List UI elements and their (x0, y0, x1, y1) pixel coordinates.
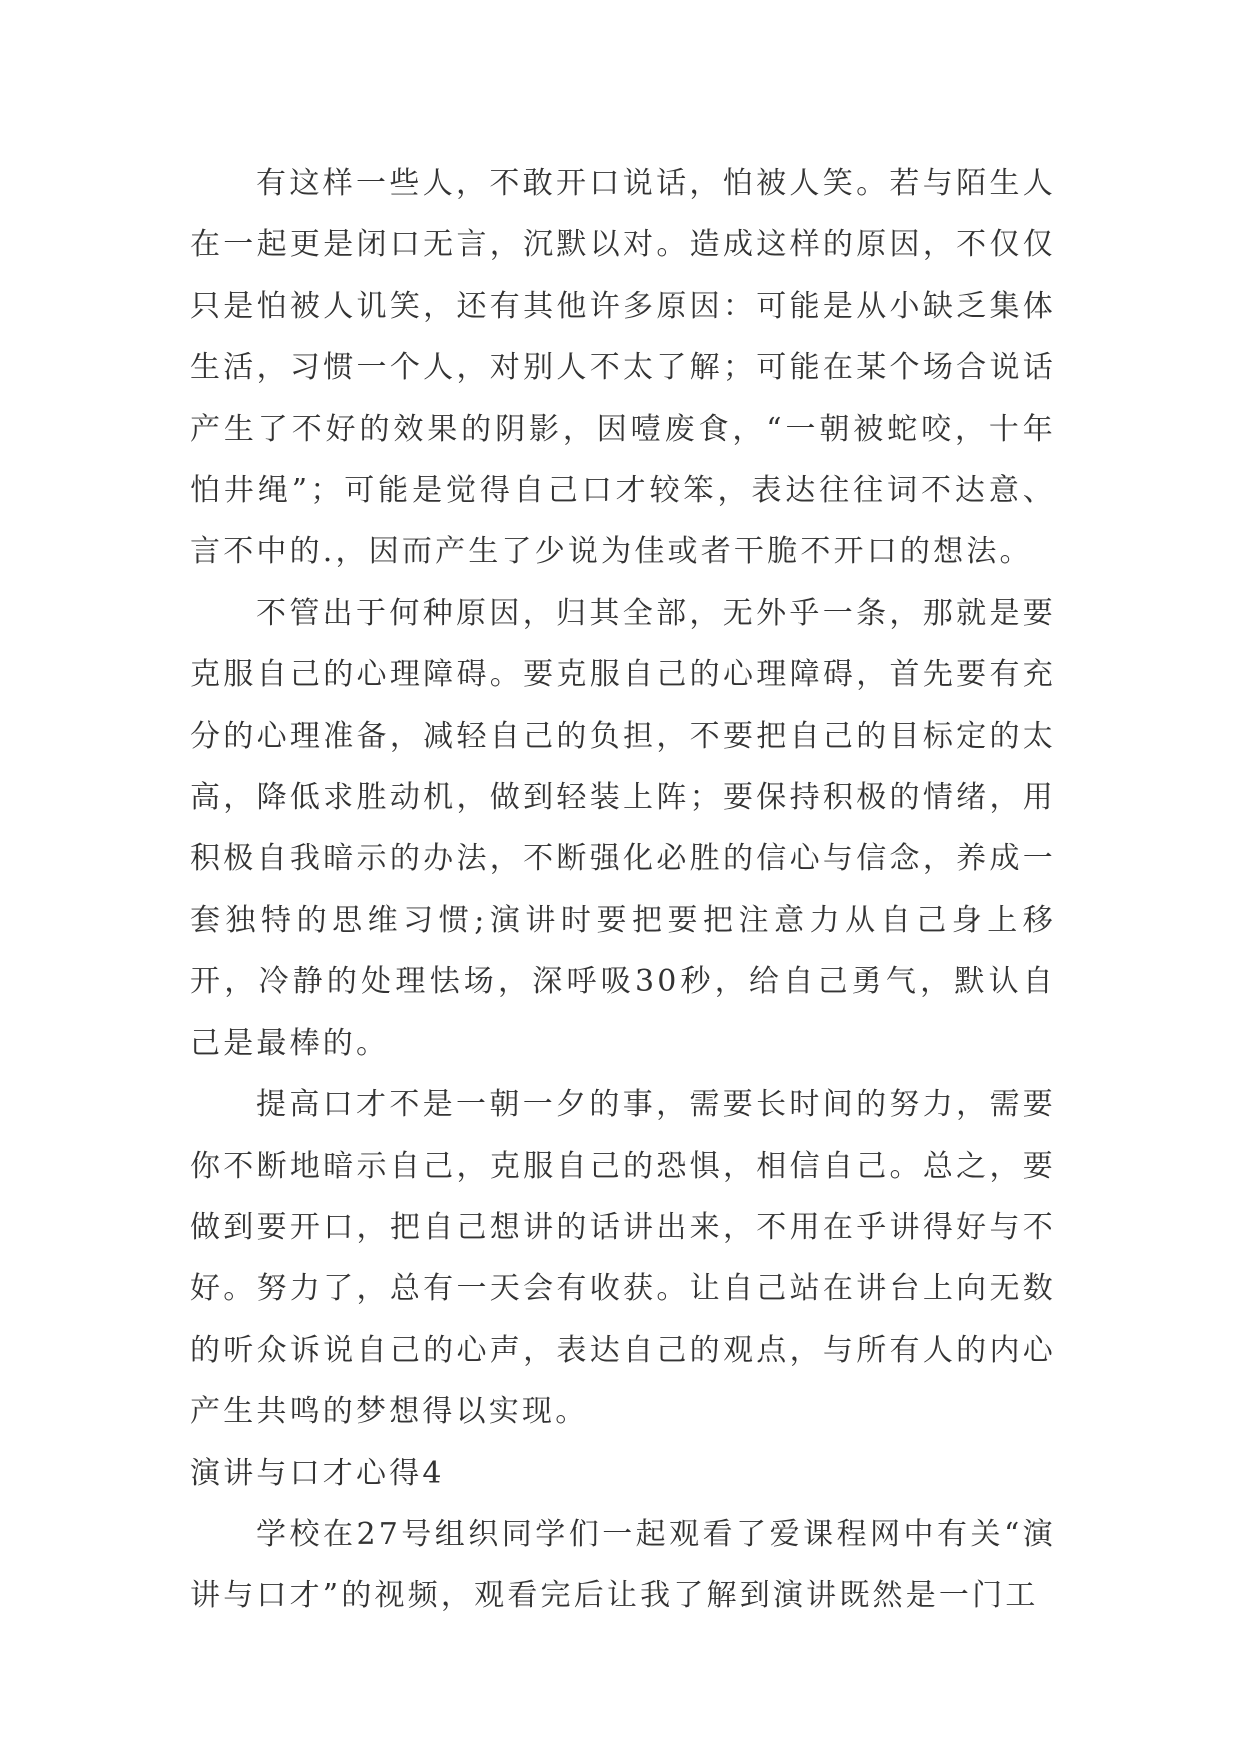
body-paragraph: 不管出于何种原因，归其全部，无外乎一条，那就是要克服自己的心理障碍。要克服自己的心理障碍，首先要有充分的心理准备，减轻自己的负担，不要把自己的目标定的太高，降低求胜动机，做到轻装上阵；要保持积极的情绪，用积极自我暗示的办法，不断强化必胜的信心与信念，养成一套独特的思维习惯;演讲时要把要把注意力从自己身上移开，冷静的处理怯场，深呼吸30秒，给自己勇气，默认自己是最棒的。 (190, 595, 1056, 1061)
body-paragraph: 提高口才不是一朝一夕的事，需要长时间的努力，需要你不断地暗示自己，克服自己的恐惧，相信自己。总之，要做到要开口，把自己想讲的话讲出来，不用在乎讲得好与不好。努力了，总有一天会有收获。让自己站在讲台上向无数的听众诉说自己的心声，表达自己的观点，与所有人的内心产生共鸣的梦想得以实现。 (190, 1087, 1056, 1430)
document-page (190, 153, 1056, 1627)
body-paragraph: 有这样一些人，不敢开口说话，怕被人笑。若与陌生人在一起更是闭口无言，沉默以对。造成这样的原因，不仅仅只是怕被人讥笑，还有其他许多原因：可能是从小缺乏集体生活，习惯一个人，对别人不太了解；可能在某个场合说话产生了不好的效果的阴影，因噎废食，“一朝被蛇咬，十年怕井绳”；可能是觉得自己口才较笨，表达往往词不达意、言不中的.，因而产生了少说为佳或者干脆不开口的想法。 (190, 166, 1056, 570)
body-paragraph: 学校在27号组织同学们一起观看了爱课程网中有关“演讲与口才”的视频，观看完后让我了解到演讲既然是一门工 (190, 1516, 1056, 1614)
section-heading: 演讲与口才心得4 (190, 1455, 445, 1491)
